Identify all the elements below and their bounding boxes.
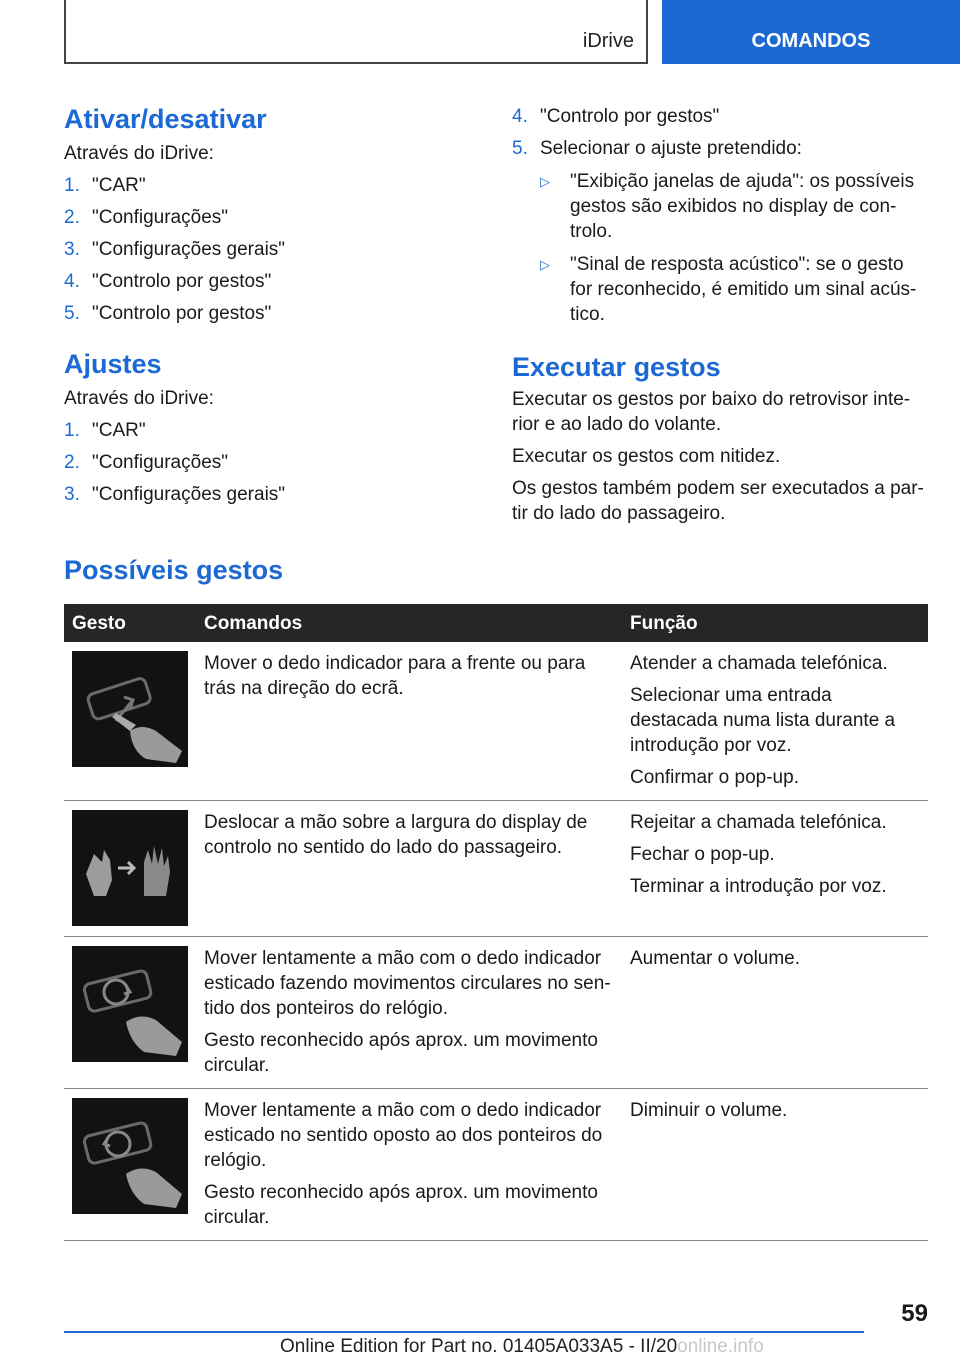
cell-text: Rejeitar a chamada telefónica. bbox=[630, 812, 887, 833]
gesture-cell bbox=[64, 937, 196, 1089]
step-number: 4. bbox=[64, 271, 80, 292]
cell-text: Atender a chamada telefónica. bbox=[630, 653, 888, 674]
cell-text: Terminar a introdução por voz. bbox=[630, 876, 887, 897]
paragraph: Executar os gestos com nitidez. bbox=[512, 446, 781, 467]
cell-text: Diminuir o volume. bbox=[630, 1100, 788, 1121]
step-number: 3. bbox=[64, 239, 80, 260]
step-number: 5. bbox=[64, 303, 80, 324]
rotate-clockwise-gesture-icon bbox=[72, 946, 188, 1062]
section-title-settings: Ajustes bbox=[64, 349, 162, 379]
step-text: "Configurações" bbox=[92, 207, 229, 228]
bullet-text: "Sinal de resposta acústico": se o gesto for reconhecido, é emitido um sinal acús‐ tico. bbox=[570, 254, 917, 325]
step-number: 5. bbox=[512, 138, 528, 159]
page-number: 59 bbox=[901, 1300, 928, 1327]
steps-settings bbox=[64, 418, 464, 507]
gesture-cell bbox=[64, 1089, 196, 1241]
list-item bbox=[64, 482, 464, 507]
intro-settings: Através do iDrive: bbox=[64, 388, 214, 409]
step-text: "Controlo por gestos" bbox=[92, 303, 272, 324]
table-row bbox=[64, 801, 928, 937]
list-item bbox=[64, 301, 464, 326]
cell-text: Deslocar a mão sobre a largura do display de controlo no sentido do lado do passageiro. bbox=[204, 812, 588, 858]
command-cell bbox=[196, 642, 622, 801]
paragraph: Os gestos também podem ser executados a par‐ tir do lado do passageiro. bbox=[512, 478, 924, 524]
table-row bbox=[64, 642, 928, 801]
footer-edition bbox=[280, 1336, 764, 1358]
header-box bbox=[64, 0, 648, 64]
header-section: iDrive bbox=[582, 30, 634, 52]
point-forward-gesture-icon bbox=[72, 651, 188, 767]
steps-activate bbox=[64, 173, 464, 326]
column-header: Gesto bbox=[64, 604, 196, 642]
command-cell bbox=[196, 801, 622, 937]
step-number: 2. bbox=[64, 207, 80, 228]
rotate-counterclockwise-gesture-icon bbox=[72, 1098, 188, 1214]
step-number: 3. bbox=[64, 484, 80, 505]
list-item bbox=[512, 136, 928, 161]
options-list bbox=[512, 169, 928, 327]
command-cell bbox=[196, 937, 622, 1089]
gesture-cell bbox=[64, 801, 196, 937]
list-item bbox=[64, 450, 464, 475]
function-cell bbox=[622, 937, 928, 1089]
list-item bbox=[64, 205, 464, 230]
cell-text: Fechar o pop-up. bbox=[630, 844, 775, 865]
section-title-activate: Ativar/desativar bbox=[64, 104, 267, 134]
step-number: 4. bbox=[512, 106, 528, 127]
step-number: 2. bbox=[64, 452, 80, 473]
bullet-text: "Exibição janelas de ajuda": os possíveis gestos são exibidos no display de con‐ trolo. bbox=[570, 171, 915, 242]
triangle-bullet-icon: ▷ bbox=[540, 174, 550, 189]
step-number: 1. bbox=[64, 175, 80, 196]
list-item bbox=[512, 169, 928, 244]
cell-text: Aumentar o volume. bbox=[630, 948, 801, 969]
table-row bbox=[64, 937, 928, 1089]
swipe-hand-gesture-icon bbox=[72, 810, 188, 926]
step-text: "CAR" bbox=[92, 420, 146, 441]
cell-text: Mover o dedo indicador para a frente ou para trás na direção do ecrã. bbox=[204, 653, 586, 699]
step-text: "Controlo por gestos" bbox=[92, 271, 272, 292]
gesture-cell bbox=[64, 642, 196, 801]
cell-text: Mover lentamente a mão com o dedo indicador esticado fazendo movimentos circulares no sen‐ tido dos ponteiros do relógio. bbox=[204, 948, 611, 1019]
edition-text: Online Edition for Part no. 01405A033A5 - II/20 bbox=[280, 1336, 678, 1357]
triangle-bullet-icon: ▷ bbox=[540, 257, 550, 272]
cell-text: Gesto reconhecido após aprox. um movimento circular. bbox=[204, 1182, 598, 1228]
footer-divider bbox=[64, 1331, 864, 1333]
column-header: Função bbox=[622, 604, 928, 642]
step-number: 1. bbox=[64, 420, 80, 441]
list-item bbox=[64, 173, 464, 198]
section-title-gestures: Possíveis gestos bbox=[64, 555, 284, 585]
list-item bbox=[64, 237, 464, 262]
step-text: "Controlo por gestos" bbox=[540, 106, 720, 127]
step-text: "CAR" bbox=[92, 175, 146, 196]
gestures-table bbox=[64, 604, 928, 1241]
table-header-row bbox=[64, 604, 928, 642]
steps-continued bbox=[512, 104, 928, 161]
cell-text: Selecionar uma entrada destacada numa lista durante a introdução por voz. bbox=[630, 685, 896, 756]
list-item bbox=[512, 104, 928, 129]
function-cell bbox=[622, 801, 928, 937]
step-text: Selecionar o ajuste pretendido: bbox=[540, 138, 802, 159]
function-cell bbox=[622, 642, 928, 801]
table-row bbox=[64, 1089, 928, 1241]
step-text: "Configurações gerais" bbox=[92, 484, 286, 505]
column-header: Comandos bbox=[196, 604, 622, 642]
function-cell bbox=[622, 1089, 928, 1241]
intro-activate: Através do iDrive: bbox=[64, 143, 214, 164]
cell-text: Mover lentamente a mão com o dedo indicador esticado no sentido oposto ao dos ponteiros do relógio. bbox=[204, 1100, 603, 1171]
cell-text: Gesto reconhecido após aprox. um movimento circular. bbox=[204, 1030, 598, 1076]
step-text: "Configurações" bbox=[92, 452, 229, 473]
right-column bbox=[512, 98, 928, 526]
list-item bbox=[64, 269, 464, 294]
left-column bbox=[64, 103, 464, 507]
watermark-text: online.info bbox=[677, 1336, 764, 1357]
header-tab: COMANDOS bbox=[662, 0, 960, 64]
cell-text: Confirmar o pop-up. bbox=[630, 767, 799, 788]
step-text: "Configurações gerais" bbox=[92, 239, 286, 260]
command-cell bbox=[196, 1089, 622, 1241]
list-item bbox=[512, 252, 928, 327]
section-title-execute: Executar gestos bbox=[512, 352, 721, 382]
list-item bbox=[64, 418, 464, 443]
paragraph: Executar os gestos por baixo do retrovisor inte‐ rior e ao lado do volante. bbox=[512, 389, 911, 435]
